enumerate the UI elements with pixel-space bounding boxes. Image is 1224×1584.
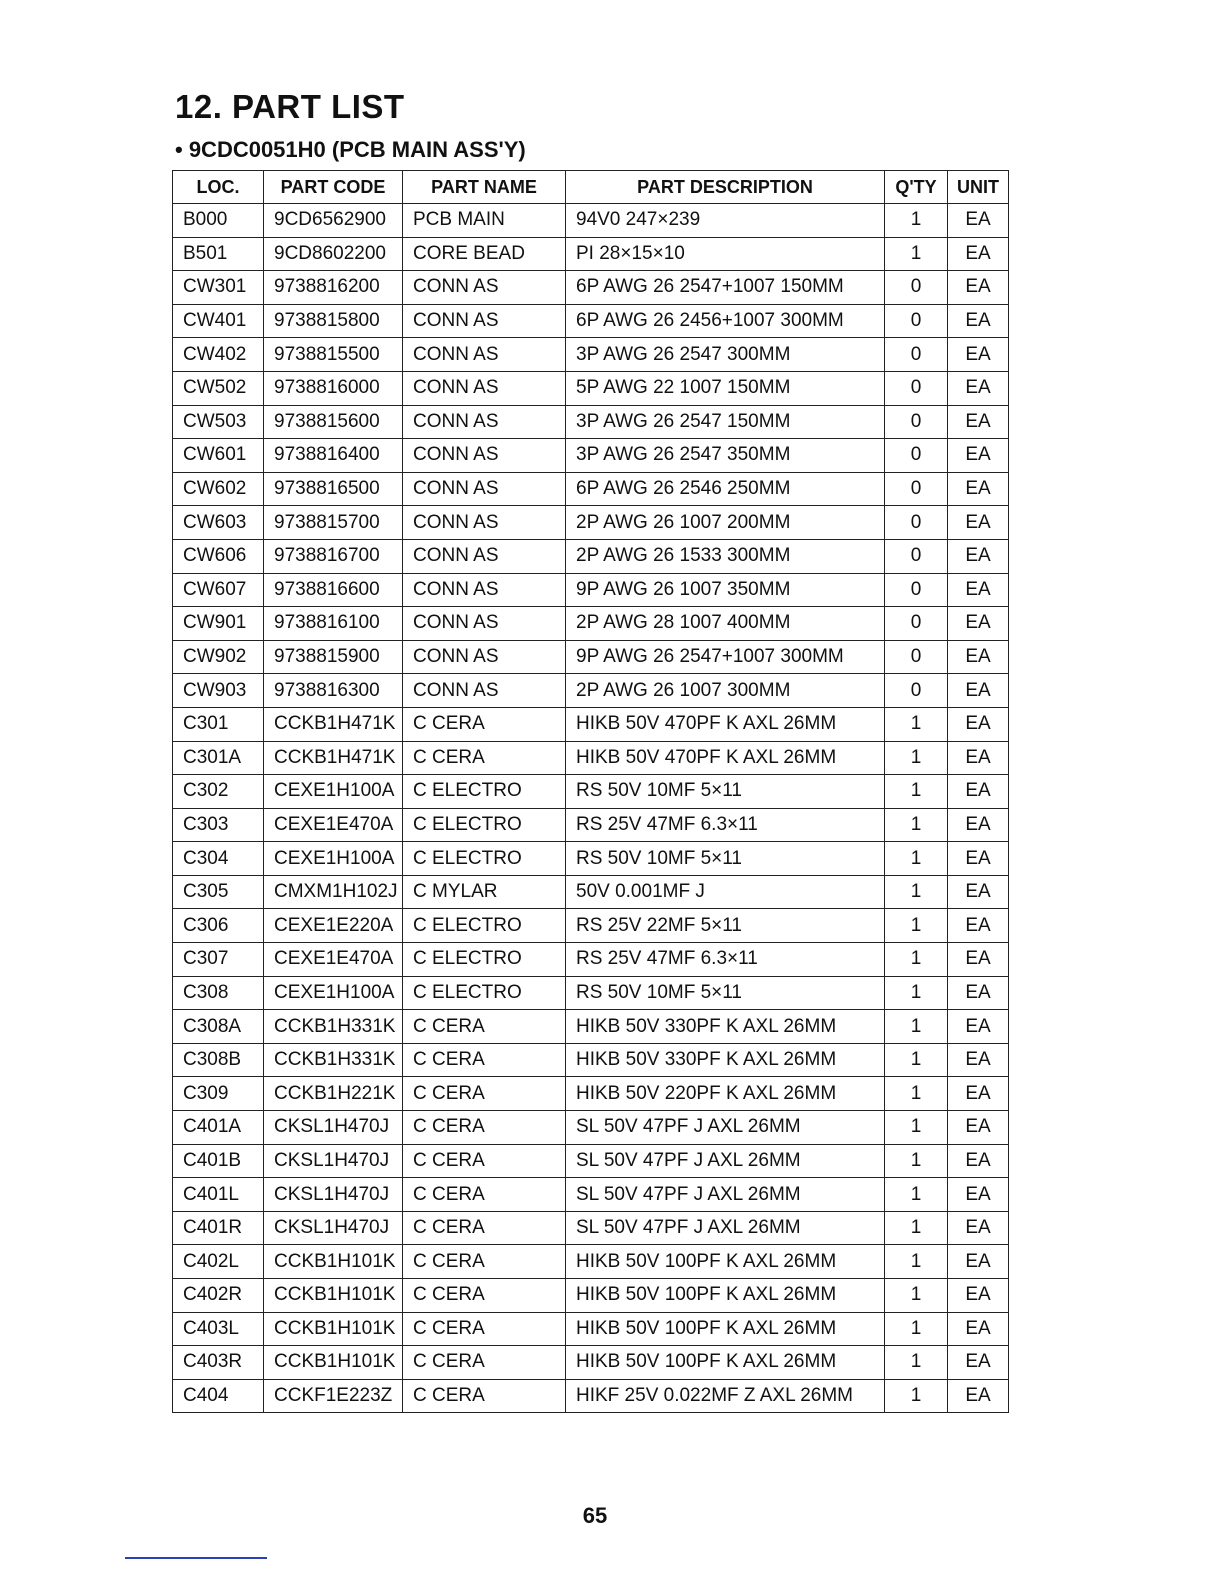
cell-unit: EA (948, 506, 1009, 540)
cell-part-description: 3P AWG 26 2547 150MM (566, 405, 885, 439)
cell-qty: 0 (885, 506, 948, 540)
cell-unit: EA (948, 405, 1009, 439)
cell-unit: EA (948, 741, 1009, 775)
cell-unit: EA (948, 775, 1009, 809)
table-row (173, 1279, 1009, 1313)
cell-unit: EA (948, 371, 1009, 405)
cell-qty: 1 (885, 1211, 948, 1245)
cell-qty: 0 (885, 338, 948, 372)
cell-part-code: CCKB1H331K (264, 1043, 403, 1077)
cell-part-code: CCKB1H101K (264, 1346, 403, 1380)
cell-part-code: 9738816000 (264, 371, 403, 405)
cell-part-code: 9738815600 (264, 405, 403, 439)
cell-part-description: 50V 0.001MF J (566, 875, 885, 909)
table-row (173, 707, 1009, 741)
table-row (173, 1077, 1009, 1111)
cell-unit: EA (948, 1043, 1009, 1077)
header-unit: UNIT (948, 171, 1009, 204)
cell-part-code: CCKB1H471K (264, 741, 403, 775)
table-row (173, 405, 1009, 439)
table-row (173, 338, 1009, 372)
table-row (173, 1379, 1009, 1413)
table-row (173, 842, 1009, 876)
cell-unit: EA (948, 573, 1009, 607)
cell-part-description: SL 50V 47PF J AXL 26MM (566, 1144, 885, 1178)
cell-qty: 1 (885, 775, 948, 809)
cell-loc: CW402 (173, 338, 264, 372)
cell-part-description: SL 50V 47PF J AXL 26MM (566, 1211, 885, 1245)
cell-part-description: 3P AWG 26 2547 350MM (566, 439, 885, 473)
table-row (173, 237, 1009, 271)
cell-unit: EA (948, 237, 1009, 271)
cell-loc: C301A (173, 741, 264, 775)
cell-part-name: CONN AS (403, 539, 566, 573)
cell-part-description: SL 50V 47PF J AXL 26MM (566, 1178, 885, 1212)
cell-part-name: CORE BEAD (403, 237, 566, 271)
cell-part-name: C CERA (403, 1279, 566, 1313)
table-row (173, 1346, 1009, 1380)
cell-qty: 1 (885, 1178, 948, 1212)
cell-part-description: SL 50V 47PF J AXL 26MM (566, 1111, 885, 1145)
cell-part-name: C ELECTRO (403, 808, 566, 842)
cell-part-description: 6P AWG 26 2547+1007 150MM (566, 271, 885, 305)
cell-part-description: HIKB 50V 100PF K AXL 26MM (566, 1312, 885, 1346)
cell-qty: 1 (885, 1245, 948, 1279)
cell-qty: 1 (885, 1111, 948, 1145)
cell-part-code: 9738815700 (264, 506, 403, 540)
cell-part-code: 9738816200 (264, 271, 403, 305)
cell-part-name: C CERA (403, 1144, 566, 1178)
cell-part-name: PCB MAIN (403, 204, 566, 238)
cell-loc: CW301 (173, 271, 264, 305)
cell-part-name: C CERA (403, 1379, 566, 1413)
cell-loc: CW602 (173, 472, 264, 506)
table-row (173, 506, 1009, 540)
header-part-description: PART DESCRIPTION (566, 171, 885, 204)
cell-loc: C402R (173, 1279, 264, 1313)
cell-part-code: CCKB1H221K (264, 1077, 403, 1111)
cell-part-code: 9738816100 (264, 607, 403, 641)
cell-loc: C309 (173, 1077, 264, 1111)
cell-part-code: 9738815900 (264, 640, 403, 674)
cell-qty: 0 (885, 439, 948, 473)
cell-part-name: CONN AS (403, 271, 566, 305)
table-row (173, 741, 1009, 775)
cell-part-description: PI 28×15×10 (566, 237, 885, 271)
table-row (173, 808, 1009, 842)
table-row (173, 976, 1009, 1010)
cell-loc: C403R (173, 1346, 264, 1380)
cell-unit: EA (948, 304, 1009, 338)
cell-qty: 0 (885, 405, 948, 439)
table-row (173, 1211, 1009, 1245)
cell-part-name: C CERA (403, 707, 566, 741)
cell-unit: EA (948, 943, 1009, 977)
cell-part-name: CONN AS (403, 405, 566, 439)
cell-part-name: CONN AS (403, 607, 566, 641)
cell-part-name: CONN AS (403, 371, 566, 405)
assembly-subtitle: • 9CDC0051H0 (PCB MAIN ASS'Y) (175, 137, 526, 162)
page-title: 12. PART LIST (175, 88, 405, 125)
cell-part-description: RS 25V 22MF 5×11 (566, 909, 885, 943)
cell-qty: 1 (885, 976, 948, 1010)
cell-part-name: C CERA (403, 1312, 566, 1346)
cell-qty: 1 (885, 1144, 948, 1178)
table-row (173, 371, 1009, 405)
cell-qty: 0 (885, 271, 948, 305)
cell-part-description: 94V0 247×239 (566, 204, 885, 238)
cell-loc: CW901 (173, 607, 264, 641)
table-row (173, 909, 1009, 943)
cell-loc: CW503 (173, 405, 264, 439)
cell-part-name: C CERA (403, 1111, 566, 1145)
cell-loc: C308A (173, 1010, 264, 1044)
cell-qty: 0 (885, 573, 948, 607)
cell-loc: C302 (173, 775, 264, 809)
table-header-row (173, 171, 1009, 204)
cell-unit: EA (948, 1211, 1009, 1245)
cell-part-name: C CERA (403, 1346, 566, 1380)
cell-qty: 0 (885, 607, 948, 641)
table-row (173, 674, 1009, 708)
cell-qty: 1 (885, 1312, 948, 1346)
cell-part-code: CCKB1H101K (264, 1312, 403, 1346)
cell-qty: 0 (885, 640, 948, 674)
cell-part-name: C CERA (403, 1077, 566, 1111)
cell-part-code: CCKB1H471K (264, 707, 403, 741)
cell-part-name: C ELECTRO (403, 943, 566, 977)
cell-unit: EA (948, 1178, 1009, 1212)
cell-part-description: HIKB 50V 100PF K AXL 26MM (566, 1346, 885, 1380)
cell-part-description: RS 50V 10MF 5×11 (566, 775, 885, 809)
cell-part-name: C ELECTRO (403, 976, 566, 1010)
cell-part-description: HIKB 50V 470PF K AXL 26MM (566, 707, 885, 741)
table-row (173, 1178, 1009, 1212)
cell-part-name: C CERA (403, 1043, 566, 1077)
cell-part-code: 9CD8602200 (264, 237, 403, 271)
cell-part-code: 9738816600 (264, 573, 403, 607)
cell-part-description: 3P AWG 26 2547 300MM (566, 338, 885, 372)
cell-part-code: 9738815500 (264, 338, 403, 372)
cell-loc: C401R (173, 1211, 264, 1245)
cell-part-description: 6P AWG 26 2456+1007 300MM (566, 304, 885, 338)
cell-loc: C401B (173, 1144, 264, 1178)
cell-loc: C308 (173, 976, 264, 1010)
cell-part-description: HIKF 25V 0.022MF Z AXL 26MM (566, 1379, 885, 1413)
cell-loc: C308B (173, 1043, 264, 1077)
cell-loc: CW601 (173, 439, 264, 473)
cell-part-name: CONN AS (403, 439, 566, 473)
cell-part-name: CONN AS (403, 304, 566, 338)
cell-qty: 1 (885, 943, 948, 977)
cell-part-code: 9738816300 (264, 674, 403, 708)
cell-qty: 0 (885, 674, 948, 708)
cell-unit: EA (948, 1379, 1009, 1413)
cell-qty: 1 (885, 909, 948, 943)
cell-unit: EA (948, 338, 1009, 372)
cell-unit: EA (948, 707, 1009, 741)
cell-unit: EA (948, 808, 1009, 842)
cell-part-code: 9738815800 (264, 304, 403, 338)
cell-unit: EA (948, 1111, 1009, 1145)
cell-part-description: HIKB 50V 100PF K AXL 26MM (566, 1245, 885, 1279)
cell-part-name: C CERA (403, 1245, 566, 1279)
cell-part-code: 9738816700 (264, 539, 403, 573)
cell-part-code: CEXE1H100A (264, 976, 403, 1010)
cell-unit: EA (948, 640, 1009, 674)
table-row (173, 271, 1009, 305)
header-part-code: PART CODE (264, 171, 403, 204)
table-row (173, 1245, 1009, 1279)
table-row (173, 943, 1009, 977)
cell-qty: 1 (885, 741, 948, 775)
cell-part-description: 2P AWG 26 1007 200MM (566, 506, 885, 540)
cell-loc: C305 (173, 875, 264, 909)
header-loc: LOC. (173, 171, 264, 204)
cell-qty: 1 (885, 1346, 948, 1380)
cell-part-name: C ELECTRO (403, 842, 566, 876)
table-row (173, 304, 1009, 338)
table-row (173, 573, 1009, 607)
cell-part-code: CKSL1H470J (264, 1211, 403, 1245)
cell-qty: 1 (885, 1010, 948, 1044)
table-row (173, 1312, 1009, 1346)
cell-loc: B000 (173, 204, 264, 238)
cell-loc: CW401 (173, 304, 264, 338)
cell-part-name: C CERA (403, 1010, 566, 1044)
cell-loc: CW607 (173, 573, 264, 607)
cell-loc: B501 (173, 237, 264, 271)
cell-part-code: CCKB1H101K (264, 1279, 403, 1313)
cell-unit: EA (948, 1312, 1009, 1346)
cell-qty: 1 (885, 204, 948, 238)
cell-qty: 1 (885, 707, 948, 741)
cell-part-description: RS 25V 47MF 6.3×11 (566, 808, 885, 842)
header-part-name: PART NAME (403, 171, 566, 204)
cell-part-name: CONN AS (403, 640, 566, 674)
cell-qty: 1 (885, 237, 948, 271)
table-row (173, 775, 1009, 809)
cell-part-description: HIKB 50V 330PF K AXL 26MM (566, 1010, 885, 1044)
page-number: 65 (582, 1503, 608, 1528)
cell-part-name: C ELECTRO (403, 909, 566, 943)
header-qty: Q'TY (885, 171, 948, 204)
cell-loc: C306 (173, 909, 264, 943)
cell-loc: C401A (173, 1111, 264, 1145)
table-row (173, 204, 1009, 238)
cell-qty: 1 (885, 1279, 948, 1313)
cell-unit: EA (948, 1245, 1009, 1279)
table-row (173, 607, 1009, 641)
cell-part-description: 2P AWG 28 1007 400MM (566, 607, 885, 641)
cell-part-code: 9738816400 (264, 439, 403, 473)
cell-qty: 1 (885, 842, 948, 876)
cell-part-description: HIKB 50V 330PF K AXL 26MM (566, 1043, 885, 1077)
cell-part-code: CEXE1E220A (264, 909, 403, 943)
cell-part-description: 2P AWG 26 1007 300MM (566, 674, 885, 708)
table-row (173, 472, 1009, 506)
cell-part-code: CEXE1H100A (264, 842, 403, 876)
cell-qty: 0 (885, 539, 948, 573)
table-row (173, 1043, 1009, 1077)
footer-rule (125, 1557, 267, 1559)
cell-part-description: 5P AWG 22 1007 150MM (566, 371, 885, 405)
cell-part-description: 6P AWG 26 2546 250MM (566, 472, 885, 506)
cell-part-description: RS 25V 47MF 6.3×11 (566, 943, 885, 977)
cell-part-code: CCKB1H331K (264, 1010, 403, 1044)
cell-unit: EA (948, 875, 1009, 909)
cell-loc: CW903 (173, 674, 264, 708)
cell-part-code: CKSL1H470J (264, 1144, 403, 1178)
cell-unit: EA (948, 1279, 1009, 1313)
cell-unit: EA (948, 1346, 1009, 1380)
table-row (173, 539, 1009, 573)
cell-loc: C401L (173, 1178, 264, 1212)
cell-part-description: RS 50V 10MF 5×11 (566, 842, 885, 876)
cell-unit: EA (948, 909, 1009, 943)
cell-loc: CW603 (173, 506, 264, 540)
cell-unit: EA (948, 439, 1009, 473)
cell-unit: EA (948, 1144, 1009, 1178)
cell-part-name: C ELECTRO (403, 775, 566, 809)
cell-loc: C301 (173, 707, 264, 741)
cell-loc: C403L (173, 1312, 264, 1346)
cell-part-code: CCKF1E223Z (264, 1379, 403, 1413)
table-row (173, 875, 1009, 909)
cell-part-code: CCKB1H101K (264, 1245, 403, 1279)
cell-loc: C304 (173, 842, 264, 876)
cell-qty: 1 (885, 808, 948, 842)
cell-qty: 1 (885, 875, 948, 909)
cell-part-name: CONN AS (403, 338, 566, 372)
cell-part-name: C CERA (403, 1211, 566, 1245)
cell-unit: EA (948, 607, 1009, 641)
cell-unit: EA (948, 842, 1009, 876)
table-row (173, 640, 1009, 674)
cell-part-name: CONN AS (403, 674, 566, 708)
cell-qty: 0 (885, 371, 948, 405)
cell-part-name: C MYLAR (403, 875, 566, 909)
cell-loc: CW902 (173, 640, 264, 674)
cell-part-name: C CERA (403, 1178, 566, 1212)
cell-part-description: HIKB 50V 470PF K AXL 26MM (566, 741, 885, 775)
cell-loc: C402L (173, 1245, 264, 1279)
cell-unit: EA (948, 472, 1009, 506)
cell-part-description: RS 50V 10MF 5×11 (566, 976, 885, 1010)
cell-unit: EA (948, 271, 1009, 305)
cell-part-code: 9738816500 (264, 472, 403, 506)
table-row (173, 1111, 1009, 1145)
cell-part-name: CONN AS (403, 573, 566, 607)
cell-part-code: 9CD6562900 (264, 204, 403, 238)
cell-loc: CW606 (173, 539, 264, 573)
cell-unit: EA (948, 674, 1009, 708)
cell-unit: EA (948, 1077, 1009, 1111)
cell-part-code: CKSL1H470J (264, 1111, 403, 1145)
part-list-table (172, 170, 1009, 1413)
cell-unit: EA (948, 539, 1009, 573)
cell-qty: 0 (885, 472, 948, 506)
table-row (173, 439, 1009, 473)
cell-part-code: CMXM1H102J (264, 875, 403, 909)
cell-part-code: CKSL1H470J (264, 1178, 403, 1212)
cell-qty: 1 (885, 1043, 948, 1077)
table-row (173, 1010, 1009, 1044)
table-row (173, 1144, 1009, 1178)
cell-part-description: HIKB 50V 220PF K AXL 26MM (566, 1077, 885, 1111)
cell-part-name: CONN AS (403, 506, 566, 540)
cell-part-description: 9P AWG 26 2547+1007 300MM (566, 640, 885, 674)
cell-qty: 0 (885, 304, 948, 338)
cell-qty: 1 (885, 1379, 948, 1413)
cell-part-description: 9P AWG 26 1007 350MM (566, 573, 885, 607)
cell-loc: C307 (173, 943, 264, 977)
cell-unit: EA (948, 976, 1009, 1010)
cell-unit: EA (948, 1010, 1009, 1044)
cell-loc: C404 (173, 1379, 264, 1413)
cell-part-name: C CERA (403, 741, 566, 775)
cell-part-code: CEXE1H100A (264, 775, 403, 809)
cell-part-code: CEXE1E470A (264, 808, 403, 842)
cell-qty: 1 (885, 1077, 948, 1111)
cell-part-description: HIKB 50V 100PF K AXL 26MM (566, 1279, 885, 1313)
cell-loc: C303 (173, 808, 264, 842)
cell-unit: EA (948, 204, 1009, 238)
cell-part-name: CONN AS (403, 472, 566, 506)
cell-loc: CW502 (173, 371, 264, 405)
cell-part-code: CEXE1E470A (264, 943, 403, 977)
cell-part-description: 2P AWG 26 1533 300MM (566, 539, 885, 573)
